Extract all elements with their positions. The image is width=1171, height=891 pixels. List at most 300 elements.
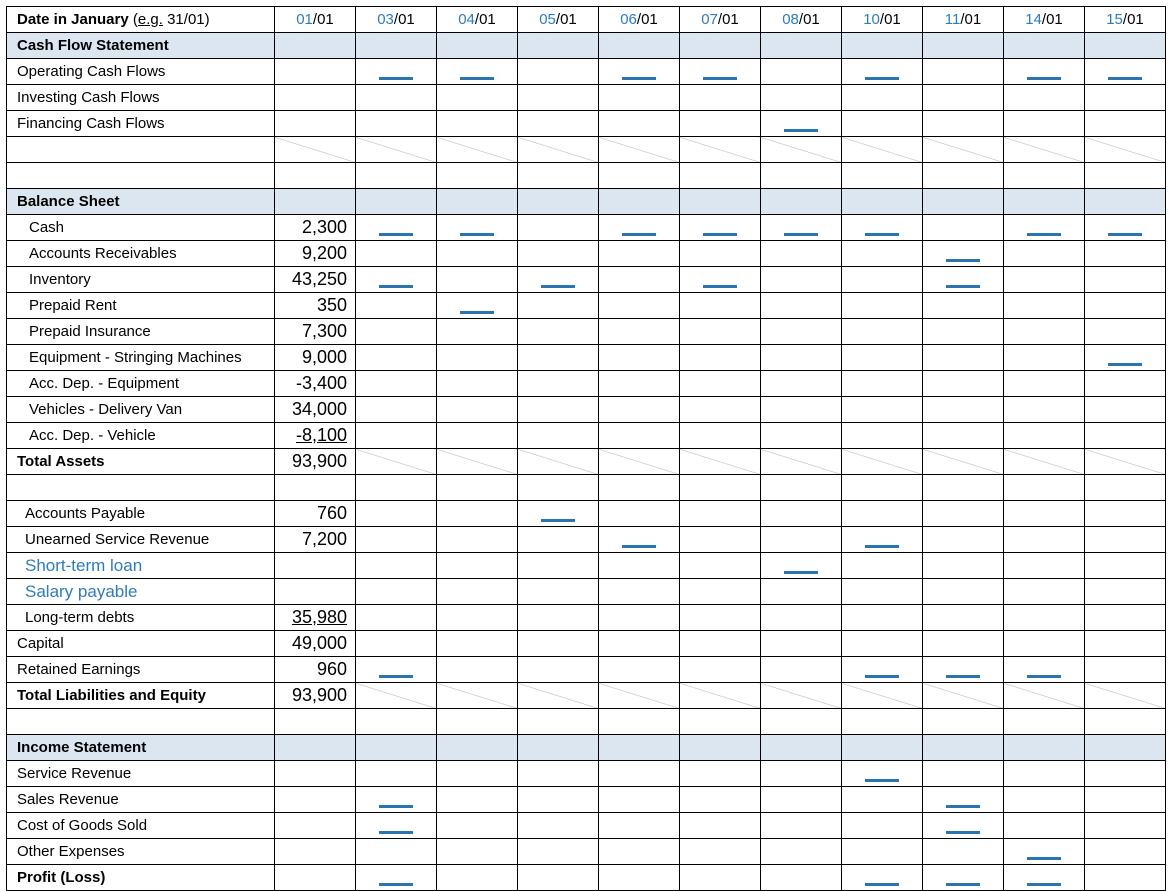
answer-cell[interactable] — [680, 449, 761, 475]
answer-cell[interactable] — [356, 605, 437, 631]
answer-cell[interactable] — [437, 85, 518, 111]
answer-cell[interactable] — [599, 293, 680, 319]
answer-cell[interactable] — [356, 657, 437, 683]
answer-cell[interactable] — [356, 865, 437, 891]
answer-cell[interactable] — [842, 397, 923, 423]
answer-cell[interactable] — [1004, 553, 1085, 579]
answer-cell[interactable] — [761, 787, 842, 813]
answer-cell[interactable] — [437, 501, 518, 527]
answer-cell[interactable] — [1085, 865, 1166, 891]
answer-cell[interactable] — [599, 59, 680, 85]
answer-cell[interactable] — [761, 345, 842, 371]
answer-cell[interactable] — [356, 813, 437, 839]
answer-cell[interactable] — [923, 839, 1004, 865]
answer-cell[interactable] — [437, 839, 518, 865]
answer-cell[interactable] — [761, 553, 842, 579]
answer-cell[interactable] — [761, 761, 842, 787]
answer-cell[interactable] — [356, 423, 437, 449]
opening-balance-cell — [275, 865, 356, 891]
answer-cell[interactable] — [356, 449, 437, 475]
answer-cell[interactable] — [680, 423, 761, 449]
answer-cell[interactable] — [923, 449, 1004, 475]
spacer-cell — [275, 475, 356, 501]
answer-cell[interactable] — [1085, 683, 1166, 709]
answer-cell[interactable] — [923, 111, 1004, 137]
answer-cell[interactable] — [356, 85, 437, 111]
answer-cell[interactable] — [761, 241, 842, 267]
answer-cell[interactable] — [599, 371, 680, 397]
row-other-exp — [7, 839, 1166, 865]
answer-cell[interactable] — [356, 397, 437, 423]
answer-cell[interactable] — [518, 371, 599, 397]
answer-cell[interactable] — [1085, 761, 1166, 787]
answer-cell[interactable] — [1085, 787, 1166, 813]
answer-cell[interactable] — [356, 553, 437, 579]
answer-cell[interactable] — [923, 293, 1004, 319]
answer-cell[interactable] — [356, 371, 437, 397]
answer-cell[interactable] — [1004, 787, 1085, 813]
answer-cell[interactable] — [923, 579, 1004, 605]
answer-cell[interactable] — [680, 657, 761, 683]
row-prepaid-rent — [7, 293, 1166, 319]
answer-cell[interactable] — [518, 527, 599, 553]
answer-cell[interactable] — [842, 371, 923, 397]
answer-cell[interactable] — [437, 293, 518, 319]
answer-cell[interactable] — [680, 345, 761, 371]
answer-blank-line — [460, 233, 494, 236]
answer-cell[interactable] — [356, 111, 437, 137]
answer-cell[interactable] — [761, 111, 842, 137]
answer-cell[interactable] — [437, 605, 518, 631]
answer-cell[interactable] — [437, 423, 518, 449]
answer-cell[interactable] — [356, 527, 437, 553]
answer-cell[interactable] — [356, 787, 437, 813]
answer-cell[interactable] — [437, 553, 518, 579]
answer-cell[interactable] — [842, 215, 923, 241]
answer-cell[interactable] — [1004, 111, 1085, 137]
answer-cell[interactable] — [356, 215, 437, 241]
answer-cell[interactable] — [842, 683, 923, 709]
answer-cell[interactable] — [923, 683, 1004, 709]
spacer-cell — [437, 475, 518, 501]
answer-cell[interactable] — [842, 787, 923, 813]
answer-cell[interactable] — [356, 839, 437, 865]
answer-cell[interactable] — [1085, 111, 1166, 137]
answer-cell[interactable] — [518, 449, 599, 475]
answer-cell[interactable] — [680, 605, 761, 631]
section-cell — [518, 33, 599, 59]
answer-cell[interactable] — [680, 215, 761, 241]
answer-cell[interactable] — [680, 761, 761, 787]
answer-cell[interactable] — [842, 345, 923, 371]
answer-cell[interactable] — [923, 501, 1004, 527]
answer-cell[interactable] — [599, 553, 680, 579]
answer-cell[interactable] — [680, 241, 761, 267]
answer-cell[interactable] — [437, 527, 518, 553]
answer-cell[interactable] — [518, 85, 599, 111]
answer-cell[interactable] — [1004, 839, 1085, 865]
answer-cell[interactable] — [923, 85, 1004, 111]
answer-cell[interactable] — [518, 787, 599, 813]
answer-cell[interactable] — [680, 85, 761, 111]
answer-cell[interactable] — [1004, 345, 1085, 371]
answer-cell[interactable] — [518, 865, 599, 891]
answer-cell[interactable] — [1085, 319, 1166, 345]
answer-cell[interactable] — [761, 267, 842, 293]
date-label-post: 31/01) — [162, 11, 210, 28]
answer-cell[interactable] — [356, 267, 437, 293]
answer-cell[interactable] — [1004, 423, 1085, 449]
answer-cell[interactable] — [437, 761, 518, 787]
answer-cell[interactable] — [356, 241, 437, 267]
answer-cell[interactable] — [923, 865, 1004, 891]
answer-cell[interactable] — [761, 293, 842, 319]
answer-cell[interactable] — [1004, 215, 1085, 241]
answer-cell[interactable] — [518, 293, 599, 319]
answer-cell[interactable] — [356, 761, 437, 787]
answer-cell[interactable] — [599, 449, 680, 475]
answer-cell[interactable] — [680, 553, 761, 579]
answer-cell[interactable] — [437, 813, 518, 839]
answer-cell[interactable] — [761, 449, 842, 475]
answer-cell[interactable] — [842, 761, 923, 787]
answer-cell[interactable] — [1004, 631, 1085, 657]
answer-cell[interactable] — [437, 657, 518, 683]
answer-cell[interactable] — [1085, 371, 1166, 397]
answer-cell[interactable] — [842, 319, 923, 345]
answer-cell[interactable] — [842, 85, 923, 111]
answer-cell[interactable] — [1085, 215, 1166, 241]
answer-cell[interactable] — [518, 267, 599, 293]
answer-cell[interactable] — [923, 267, 1004, 293]
answer-cell[interactable] — [1085, 345, 1166, 371]
answer-cell[interactable] — [1004, 241, 1085, 267]
answer-cell[interactable] — [437, 449, 518, 475]
answer-cell[interactable] — [1085, 605, 1166, 631]
answer-cell[interactable] — [680, 839, 761, 865]
answer-cell[interactable] — [761, 319, 842, 345]
answer-cell[interactable] — [518, 761, 599, 787]
answer-cell[interactable] — [680, 371, 761, 397]
answer-cell[interactable] — [1004, 319, 1085, 345]
spacer-cell — [7, 709, 275, 735]
answer-cell[interactable] — [761, 865, 842, 891]
answer-cell[interactable] — [1085, 553, 1166, 579]
answer-cell[interactable] — [842, 267, 923, 293]
section-cell — [842, 735, 923, 761]
answer-cell[interactable] — [1085, 85, 1166, 111]
answer-cell[interactable] — [518, 241, 599, 267]
answer-cell[interactable] — [1004, 657, 1085, 683]
answer-cell[interactable] — [518, 397, 599, 423]
row-label: Total Liabilities and Equity — [7, 683, 275, 709]
answer-cell[interactable] — [1004, 501, 1085, 527]
opening-balance-cell — [275, 267, 356, 293]
answer-blank-line — [865, 233, 899, 236]
answer-cell[interactable] — [356, 631, 437, 657]
answer-cell[interactable] — [1085, 527, 1166, 553]
opening-balance-value: 960 — [316, 659, 347, 679]
answer-cell[interactable] — [518, 631, 599, 657]
answer-cell[interactable] — [761, 85, 842, 111]
answer-cell[interactable] — [599, 761, 680, 787]
answer-cell[interactable] — [761, 813, 842, 839]
answer-cell[interactable] — [923, 553, 1004, 579]
answer-cell[interactable] — [518, 657, 599, 683]
answer-cell[interactable] — [599, 657, 680, 683]
answer-cell[interactable] — [356, 59, 437, 85]
answer-cell[interactable] — [680, 865, 761, 891]
header-date-5 — [680, 7, 761, 33]
row-label: Prepaid Rent — [7, 293, 275, 319]
answer-cell[interactable] — [599, 501, 680, 527]
section-cell — [761, 33, 842, 59]
answer-cell[interactable] — [923, 813, 1004, 839]
section-cell — [356, 33, 437, 59]
answer-cell[interactable] — [518, 423, 599, 449]
answer-blank-line — [1108, 77, 1142, 80]
answer-cell[interactable] — [842, 111, 923, 137]
answer-cell[interactable] — [680, 59, 761, 85]
answer-cell[interactable] — [761, 397, 842, 423]
answer-cell[interactable] — [599, 267, 680, 293]
row-sales-rev — [7, 787, 1166, 813]
answer-cell[interactable] — [923, 657, 1004, 683]
section-cell — [842, 33, 923, 59]
answer-cell[interactable] — [842, 605, 923, 631]
answer-cell[interactable] — [1085, 813, 1166, 839]
answer-cell[interactable] — [437, 59, 518, 85]
answer-cell[interactable] — [437, 865, 518, 891]
answer-cell[interactable] — [923, 345, 1004, 371]
answer-cell[interactable] — [842, 501, 923, 527]
answer-cell[interactable] — [842, 59, 923, 85]
section-cell — [923, 735, 1004, 761]
answer-cell[interactable] — [680, 631, 761, 657]
answer-cell[interactable] — [518, 111, 599, 137]
answer-cell[interactable] — [842, 865, 923, 891]
answer-cell[interactable] — [761, 579, 842, 605]
answer-cell[interactable] — [599, 111, 680, 137]
answer-cell[interactable] — [680, 397, 761, 423]
answer-cell[interactable] — [923, 761, 1004, 787]
answer-cell[interactable] — [518, 215, 599, 241]
answer-cell[interactable] — [1085, 657, 1166, 683]
answer-cell[interactable] — [1004, 449, 1085, 475]
answer-cell[interactable] — [356, 501, 437, 527]
answer-cell[interactable] — [1085, 293, 1166, 319]
answer-cell[interactable] — [680, 501, 761, 527]
answer-cell[interactable] — [437, 241, 518, 267]
answer-cell[interactable] — [761, 501, 842, 527]
answer-cell[interactable] — [761, 631, 842, 657]
header-date-9 — [1004, 7, 1085, 33]
answer-cell[interactable] — [923, 527, 1004, 553]
spacer-cell — [599, 163, 680, 189]
answer-blank-line — [865, 883, 899, 886]
answer-cell[interactable] — [437, 267, 518, 293]
answer-cell[interactable] — [518, 319, 599, 345]
answer-cell[interactable] — [1004, 865, 1085, 891]
answer-cell[interactable] — [437, 787, 518, 813]
answer-cell[interactable] — [923, 241, 1004, 267]
answer-cell[interactable] — [842, 657, 923, 683]
answer-cell[interactable] — [599, 813, 680, 839]
answer-cell[interactable] — [842, 449, 923, 475]
answer-cell[interactable] — [1085, 449, 1166, 475]
answer-cell[interactable] — [680, 293, 761, 319]
answer-cell[interactable] — [518, 553, 599, 579]
answer-cell[interactable] — [518, 345, 599, 371]
answer-cell[interactable] — [761, 215, 842, 241]
answer-cell[interactable] — [437, 683, 518, 709]
answer-cell[interactable] — [923, 605, 1004, 631]
answer-cell[interactable] — [1004, 813, 1085, 839]
answer-cell[interactable] — [680, 319, 761, 345]
answer-cell[interactable] — [842, 527, 923, 553]
answer-cell[interactable] — [761, 683, 842, 709]
answer-cell[interactable] — [437, 215, 518, 241]
row-label: Profit (Loss) — [7, 865, 275, 891]
date-label-pre: ( — [128, 11, 138, 28]
answer-cell[interactable] — [842, 423, 923, 449]
answer-cell[interactable] — [842, 813, 923, 839]
answer-cell[interactable] — [1004, 527, 1085, 553]
date-month: /01 — [636, 11, 658, 28]
date-day: 11 — [944, 11, 961, 28]
answer-cell[interactable] — [761, 605, 842, 631]
answer-blank-line — [379, 805, 413, 808]
answer-cell[interactable] — [518, 605, 599, 631]
answer-cell[interactable] — [1004, 371, 1085, 397]
answer-cell[interactable] — [923, 371, 1004, 397]
answer-cell[interactable] — [437, 345, 518, 371]
answer-cell[interactable] — [356, 683, 437, 709]
answer-cell[interactable] — [923, 59, 1004, 85]
answer-cell[interactable] — [518, 501, 599, 527]
answer-cell[interactable] — [599, 423, 680, 449]
answer-cell[interactable] — [599, 605, 680, 631]
answer-cell[interactable] — [761, 371, 842, 397]
answer-cell[interactable] — [842, 631, 923, 657]
answer-cell[interactable] — [437, 631, 518, 657]
answer-cell[interactable] — [1004, 761, 1085, 787]
answer-cell[interactable] — [518, 839, 599, 865]
answer-cell[interactable] — [518, 813, 599, 839]
answer-cell[interactable] — [599, 683, 680, 709]
answer-cell[interactable] — [680, 787, 761, 813]
answer-cell[interactable] — [437, 371, 518, 397]
spacer-cell — [437, 163, 518, 189]
row-acc-dep-eq — [7, 371, 1166, 397]
answer-cell[interactable] — [842, 293, 923, 319]
opening-balance-cell — [275, 761, 356, 787]
answer-cell[interactable] — [518, 59, 599, 85]
answer-cell[interactable] — [599, 241, 680, 267]
row-capital — [7, 631, 1166, 657]
answer-cell[interactable] — [1004, 293, 1085, 319]
answer-cell[interactable] — [1004, 605, 1085, 631]
answer-cell[interactable] — [518, 683, 599, 709]
answer-cell[interactable] — [518, 579, 599, 605]
answer-cell[interactable] — [599, 787, 680, 813]
opening-balance-cell — [275, 111, 356, 137]
answer-cell[interactable] — [923, 397, 1004, 423]
answer-cell[interactable] — [761, 59, 842, 85]
answer-cell[interactable] — [1004, 579, 1085, 605]
answer-cell[interactable] — [761, 423, 842, 449]
answer-cell[interactable] — [1085, 839, 1166, 865]
answer-cell[interactable] — [842, 241, 923, 267]
answer-cell[interactable] — [356, 319, 437, 345]
answer-cell[interactable] — [599, 345, 680, 371]
answer-cell[interactable] — [680, 683, 761, 709]
spacer-cell — [1004, 163, 1085, 189]
opening-balance-value: 93,900 — [291, 451, 347, 471]
answer-cell[interactable] — [599, 527, 680, 553]
answer-cell[interactable] — [680, 813, 761, 839]
answer-cell[interactable] — [356, 345, 437, 371]
answer-cell[interactable] — [599, 865, 680, 891]
answer-cell[interactable] — [923, 215, 1004, 241]
answer-cell[interactable] — [599, 85, 680, 111]
section-cell — [1004, 33, 1085, 59]
answer-cell[interactable] — [923, 423, 1004, 449]
answer-cell[interactable] — [923, 319, 1004, 345]
answer-cell[interactable] — [599, 397, 680, 423]
answer-cell[interactable] — [680, 527, 761, 553]
answer-cell[interactable] — [1085, 267, 1166, 293]
answer-cell[interactable] — [437, 397, 518, 423]
answer-cell[interactable] — [356, 293, 437, 319]
answer-cell[interactable] — [923, 631, 1004, 657]
answer-cell[interactable] — [599, 319, 680, 345]
answer-cell[interactable] — [1085, 241, 1166, 267]
answer-cell[interactable] — [1085, 423, 1166, 449]
answer-cell[interactable] — [599, 579, 680, 605]
answer-cell[interactable] — [437, 319, 518, 345]
answer-cell[interactable] — [680, 579, 761, 605]
answer-cell[interactable] — [599, 839, 680, 865]
answer-cell[interactable] — [1004, 59, 1085, 85]
answer-cell[interactable] — [842, 839, 923, 865]
answer-cell[interactable] — [842, 553, 923, 579]
opening-balance-cell — [275, 631, 356, 657]
answer-cell[interactable] — [599, 215, 680, 241]
answer-cell[interactable] — [842, 579, 923, 605]
opening-balance-value: 43,250 — [291, 269, 347, 289]
answer-cell[interactable] — [1085, 59, 1166, 85]
answer-cell[interactable] — [437, 111, 518, 137]
answer-cell[interactable] — [761, 839, 842, 865]
answer-cell[interactable] — [761, 657, 842, 683]
answer-cell[interactable] — [1085, 631, 1166, 657]
answer-cell[interactable] — [680, 267, 761, 293]
answer-cell[interactable] — [1004, 683, 1085, 709]
answer-cell[interactable] — [356, 579, 437, 605]
answer-cell[interactable] — [1004, 397, 1085, 423]
answer-cell[interactable] — [599, 631, 680, 657]
answer-cell[interactable] — [1004, 267, 1085, 293]
answer-cell[interactable] — [761, 527, 842, 553]
answer-cell[interactable] — [1085, 397, 1166, 423]
answer-cell[interactable] — [1085, 579, 1166, 605]
answer-cell[interactable] — [1085, 501, 1166, 527]
answer-cell[interactable] — [437, 579, 518, 605]
answer-cell[interactable] — [680, 111, 761, 137]
answer-cell[interactable] — [923, 787, 1004, 813]
answer-cell[interactable] — [1004, 85, 1085, 111]
